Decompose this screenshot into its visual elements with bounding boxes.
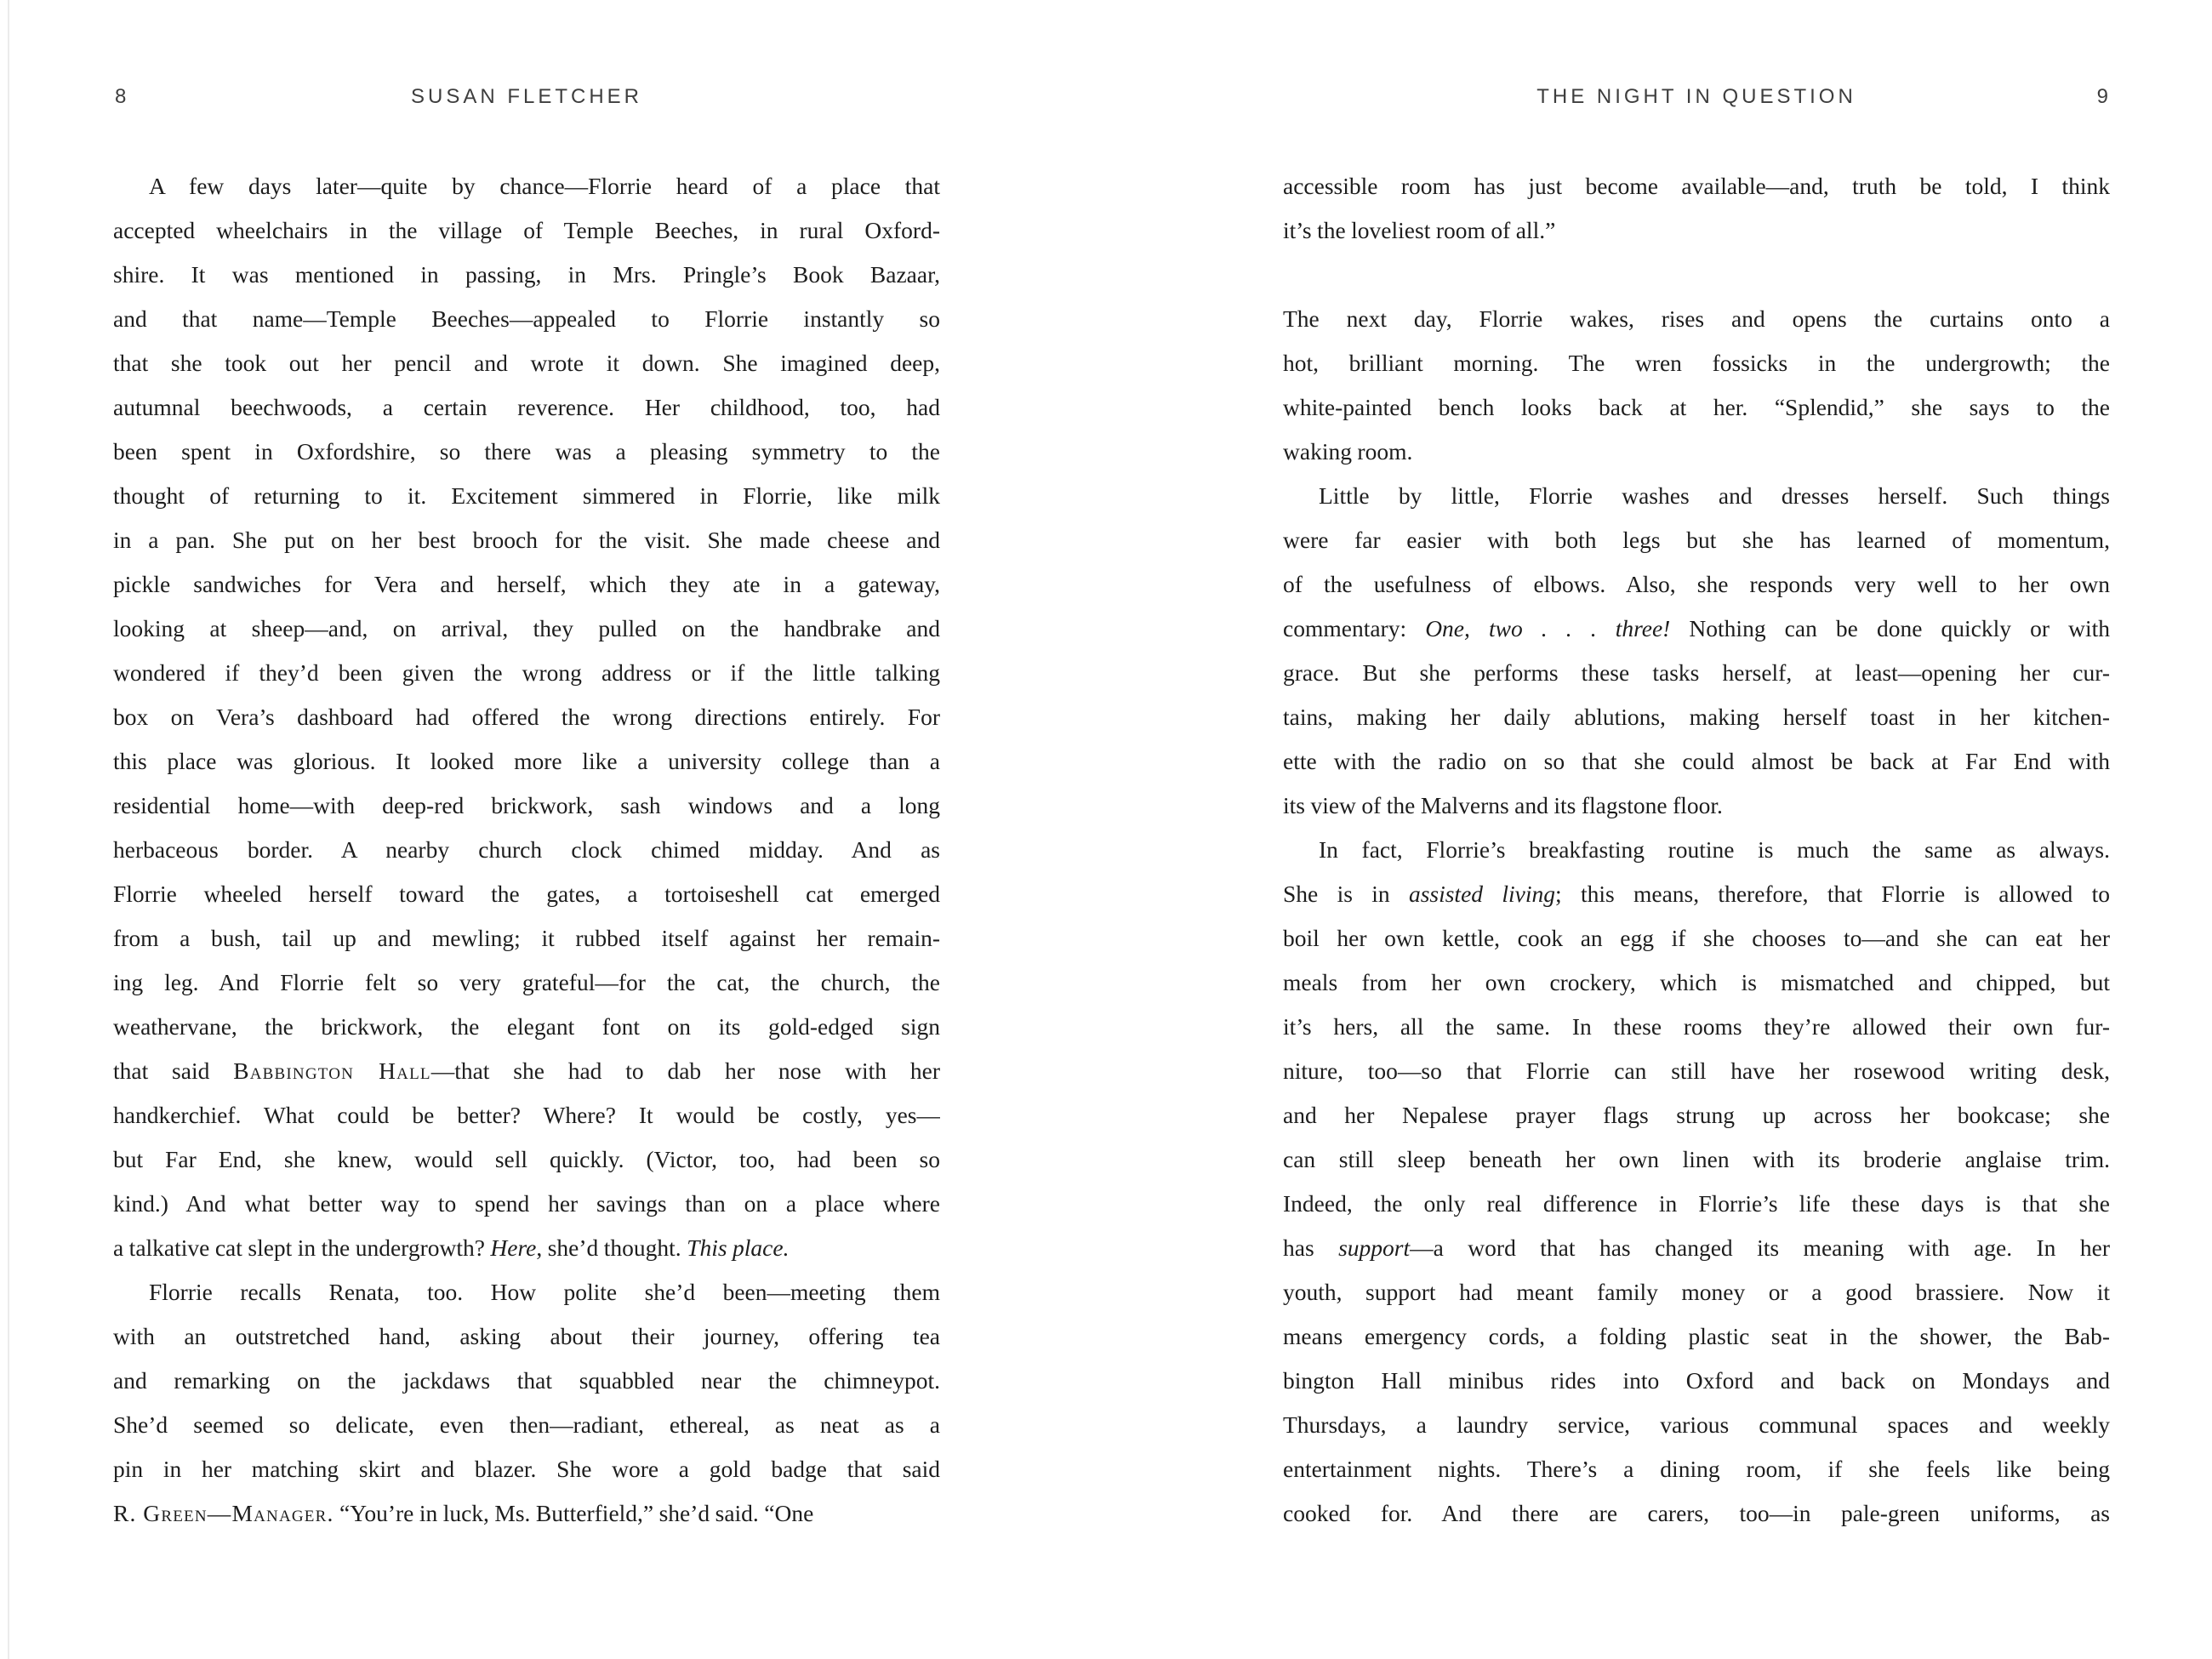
book-page-right	[1283, 0, 2110, 1659]
running-head-title: THE NIGHT IN QUESTION	[1536, 85, 1856, 108]
text-run: ette with the radio on so that she could almost be back at Far End with	[1283, 748, 2110, 774]
text-run: Little by little, Florrie washes and dresses herself. Such things	[1319, 482, 2110, 509]
text-line	[113, 1182, 940, 1226]
text-line	[1283, 562, 2110, 607]
text-run: “You’re in luck, Ms. Butterfield,” she’d said. “One	[334, 1500, 814, 1526]
text-run: looking at sheep—and, on arrival, they pulled on the handbrake and	[113, 615, 940, 641]
text-line	[1283, 784, 2110, 828]
text-run: that she took out her pencil and wrote it down. She imagined deep,	[113, 350, 940, 376]
text-run: kind.) And what better way to spend her savings than on a place where	[113, 1190, 940, 1217]
text-line	[113, 297, 940, 341]
text-line	[113, 1049, 940, 1093]
body-text	[113, 164, 940, 1536]
text-line	[113, 1447, 940, 1491]
text-run-smallcaps: Babbington Hall	[233, 1058, 431, 1084]
text-line	[1283, 1005, 2110, 1049]
text-line	[113, 784, 940, 828]
text-run: a talkative cat slept in the undergrowth?	[113, 1234, 491, 1261]
text-run: pickle sandwiches for Vera and herself, which they ate in a gateway,	[113, 571, 940, 597]
text-run: Indeed, the only real difference in Florrie’s life these days is that she	[1283, 1190, 2110, 1217]
text-run: bington Hall minibus rides into Oxford and back on Mondays and	[1283, 1367, 2110, 1394]
blank-line	[1283, 253, 2110, 297]
page-edge-line	[8, 0, 9, 1659]
text-run-italic: support	[1338, 1234, 1411, 1261]
text-line	[1283, 1226, 2110, 1270]
text-line	[1283, 385, 2110, 430]
text-run: boil her own kettle, cook an egg if she chooses to—and she can eat her	[1283, 925, 2110, 951]
text-run: with an outstretched hand, asking about their journey, offering tea	[113, 1323, 940, 1349]
text-run: —a word that has changed its meaning with age. In her	[1410, 1234, 2110, 1261]
text-run: shire. It was mentioned in passing, in Mrs. Pringle’s Book Bazaar,	[113, 261, 940, 288]
page-number: 8	[115, 85, 127, 108]
running-head-author: SUSAN FLETCHER	[410, 85, 643, 108]
text-line	[1283, 164, 2110, 208]
text-line	[1283, 607, 2110, 651]
text-line	[113, 828, 940, 872]
text-line	[113, 1491, 940, 1536]
text-run: wondered if they’d been given the wrong address or if the little talking	[113, 659, 940, 686]
text-run: were far easier with both legs but she has learned of momentum,	[1283, 527, 2110, 553]
text-line	[1283, 828, 2110, 872]
text-run: can still sleep beneath her own linen with its broderie anglaise trim.	[1283, 1146, 2110, 1172]
text-run: ; this means, therefore, that Florrie is allowed to	[1554, 881, 2110, 907]
text-line	[113, 474, 940, 518]
text-line	[1283, 430, 2110, 474]
text-run: box on Vera’s dashboard had offered the wrong directions entirely. For	[113, 704, 940, 730]
text-line	[113, 341, 940, 385]
text-run-italic: assisted living	[1408, 881, 1555, 907]
text-line	[1283, 1447, 2110, 1491]
text-line	[113, 1005, 940, 1049]
text-line	[1283, 1403, 2110, 1447]
text-line	[1283, 916, 2110, 961]
page-header	[113, 85, 940, 114]
text-line	[113, 1226, 940, 1270]
text-line	[1283, 518, 2110, 562]
text-run: entertainment nights. There’s a dining room, if she feels like being	[1283, 1456, 2110, 1482]
text-line	[113, 430, 940, 474]
text-run: Thursdays, a laundry service, various communal spaces and weekly	[1283, 1411, 2110, 1438]
text-line	[1283, 474, 2110, 518]
text-run: means emergency cords, a folding plastic seat in the shower, the Bab-	[1283, 1323, 2110, 1349]
text-run: and her Nepalese prayer flags strung up across her bookcase; she	[1283, 1102, 2110, 1128]
text-line	[1283, 1359, 2110, 1403]
text-line	[1283, 961, 2110, 1005]
text-run: but Far End, she knew, would sell quickly. (Victor, too, had been so	[113, 1146, 940, 1172]
text-run: handkerchief. What could be better? Where? It would be costly, yes—	[113, 1102, 940, 1128]
body-text	[1283, 164, 2110, 1536]
text-line	[113, 607, 940, 651]
text-line	[1283, 208, 2110, 253]
text-run: In fact, Florrie’s breakfasting routine is much the same as always.	[1319, 836, 2110, 863]
text-run: Nothing can be done quickly or with	[1670, 615, 2110, 641]
text-line	[1283, 1182, 2110, 1226]
text-line	[1283, 297, 2110, 341]
text-run: tains, making her daily ablutions, making herself toast in her kitchen-	[1283, 704, 2110, 730]
text-run: thought of returning to it. Excitement simmered in Florrie, like milk	[113, 482, 940, 509]
text-run: She’d seemed so delicate, even then—radiant, ethereal, as neat as a	[113, 1411, 940, 1438]
text-line	[113, 739, 940, 784]
text-run: weathervane, the brickwork, the elegant font on its gold-edged sign	[113, 1013, 940, 1040]
text-run: and remarking on the jackdaws that squabbled near the chimneypot.	[113, 1367, 940, 1394]
text-run-italic: Here	[490, 1234, 537, 1261]
text-line	[113, 253, 940, 297]
text-run: She is in	[1283, 881, 1409, 907]
text-line	[113, 1403, 940, 1447]
text-line	[1283, 1093, 2110, 1137]
text-line	[1283, 1049, 2110, 1093]
text-run-italic: One, two . . . three!	[1425, 615, 1671, 641]
text-run: accepted wheelchairs in the village of Temple Beeches, in rural Oxford-	[113, 217, 940, 243]
text-line	[113, 961, 940, 1005]
text-line	[113, 916, 940, 961]
text-run: The next day, Florrie wakes, rises and opens the curtains onto a	[1283, 305, 2110, 332]
text-run: herbaceous border. A nearby church clock chimed midday. And as	[113, 836, 940, 863]
text-line	[1283, 341, 2110, 385]
text-run: Florrie recalls Renata, too. How polite she’d been—meeting them	[149, 1279, 940, 1305]
text-run: residential home—with deep-red brickwork, sash windows and a long	[113, 792, 940, 818]
text-run: —that she had to dab her nose with her	[430, 1058, 940, 1084]
text-run: hot, brilliant morning. The wren fossicks in the undergrowth; the	[1283, 350, 2110, 376]
text-run: it’s hers, all the same. In these rooms they’re allowed their own fur-	[1283, 1013, 2110, 1040]
text-line	[113, 164, 940, 208]
text-run: its view of the Malverns and its flagstone floor.	[1283, 792, 1723, 818]
text-run: been spent in Oxfordshire, so there was a pleasing symmetry to the	[113, 438, 940, 465]
text-line	[1283, 1491, 2110, 1536]
text-run: cooked for. And there are carers, too—in pale-green uniforms, as	[1283, 1500, 2110, 1526]
text-run: autumnal beechwoods, a certain reverence. Her childhood, too, had	[113, 394, 940, 420]
text-run: grace. But she performs these tasks herself, at least—opening her cur-	[1283, 659, 2110, 686]
page-number: 9	[2096, 85, 2108, 108]
text-run: A few days later—quite by chance—Florrie heard of a place that	[149, 173, 940, 199]
text-line	[113, 518, 940, 562]
text-run: pin in her matching skirt and blazer. She wore a gold badge that said	[113, 1456, 940, 1482]
text-run: this place was glorious. It looked more like a university college than a	[113, 748, 940, 774]
text-line	[113, 1137, 940, 1182]
text-run: niture, too—so that Florrie can still have her rosewood writing desk,	[1283, 1058, 2110, 1084]
text-run: of the usefulness of elbows. Also, she responds very well to her own	[1283, 571, 2110, 597]
text-run: commentary:	[1283, 615, 1426, 641]
text-line	[113, 562, 940, 607]
text-run-italic: This place.	[687, 1234, 790, 1261]
text-run: meals from her own crockery, which is mismatched and chipped, but	[1283, 969, 2110, 995]
text-run-smallcaps: R. Green—Manager.	[113, 1500, 334, 1526]
text-line	[1283, 739, 2110, 784]
text-run: has	[1283, 1234, 1339, 1261]
text-line	[1283, 1137, 2110, 1182]
book-page-left	[113, 0, 940, 1659]
page-header	[1283, 85, 2110, 114]
text-line	[1283, 872, 2110, 916]
text-line	[113, 695, 940, 739]
text-run: it’s the loveliest room of all.”	[1283, 217, 1556, 243]
text-line	[113, 651, 940, 695]
text-line	[113, 1314, 940, 1359]
text-run: accessible room has just become available—and, truth be told, I think	[1283, 173, 2110, 199]
text-run: waking room.	[1283, 438, 1413, 465]
text-run: in a pan. She put on her best brooch for the visit. She made cheese and	[113, 527, 940, 553]
text-line	[1283, 1314, 2110, 1359]
text-line	[113, 872, 940, 916]
text-run: , she’d thought.	[536, 1234, 687, 1261]
text-line	[113, 1270, 940, 1314]
text-line	[1283, 651, 2110, 695]
text-line	[113, 1093, 940, 1137]
text-run: Florrie wheeled herself toward the gates, a tortoiseshell cat emerged	[113, 881, 940, 907]
text-line	[113, 208, 940, 253]
text-run: white-painted bench looks back at her. “Splendid,” she says to the	[1283, 394, 2110, 420]
text-run: from a bush, tail up and mewling; it rubbed itself against her remain-	[113, 925, 940, 951]
text-run: and that name—Temple Beeches—appealed to Florrie instantly so	[113, 305, 940, 332]
text-line	[1283, 1270, 2110, 1314]
text-run: ing leg. And Florrie felt so very grateful—for the cat, the church, the	[113, 969, 940, 995]
text-run: youth, support had meant family money or a good brassiere. Now it	[1283, 1279, 2110, 1305]
text-run: that said	[113, 1058, 234, 1084]
text-line	[113, 1359, 940, 1403]
text-line	[1283, 695, 2110, 739]
text-line	[113, 385, 940, 430]
